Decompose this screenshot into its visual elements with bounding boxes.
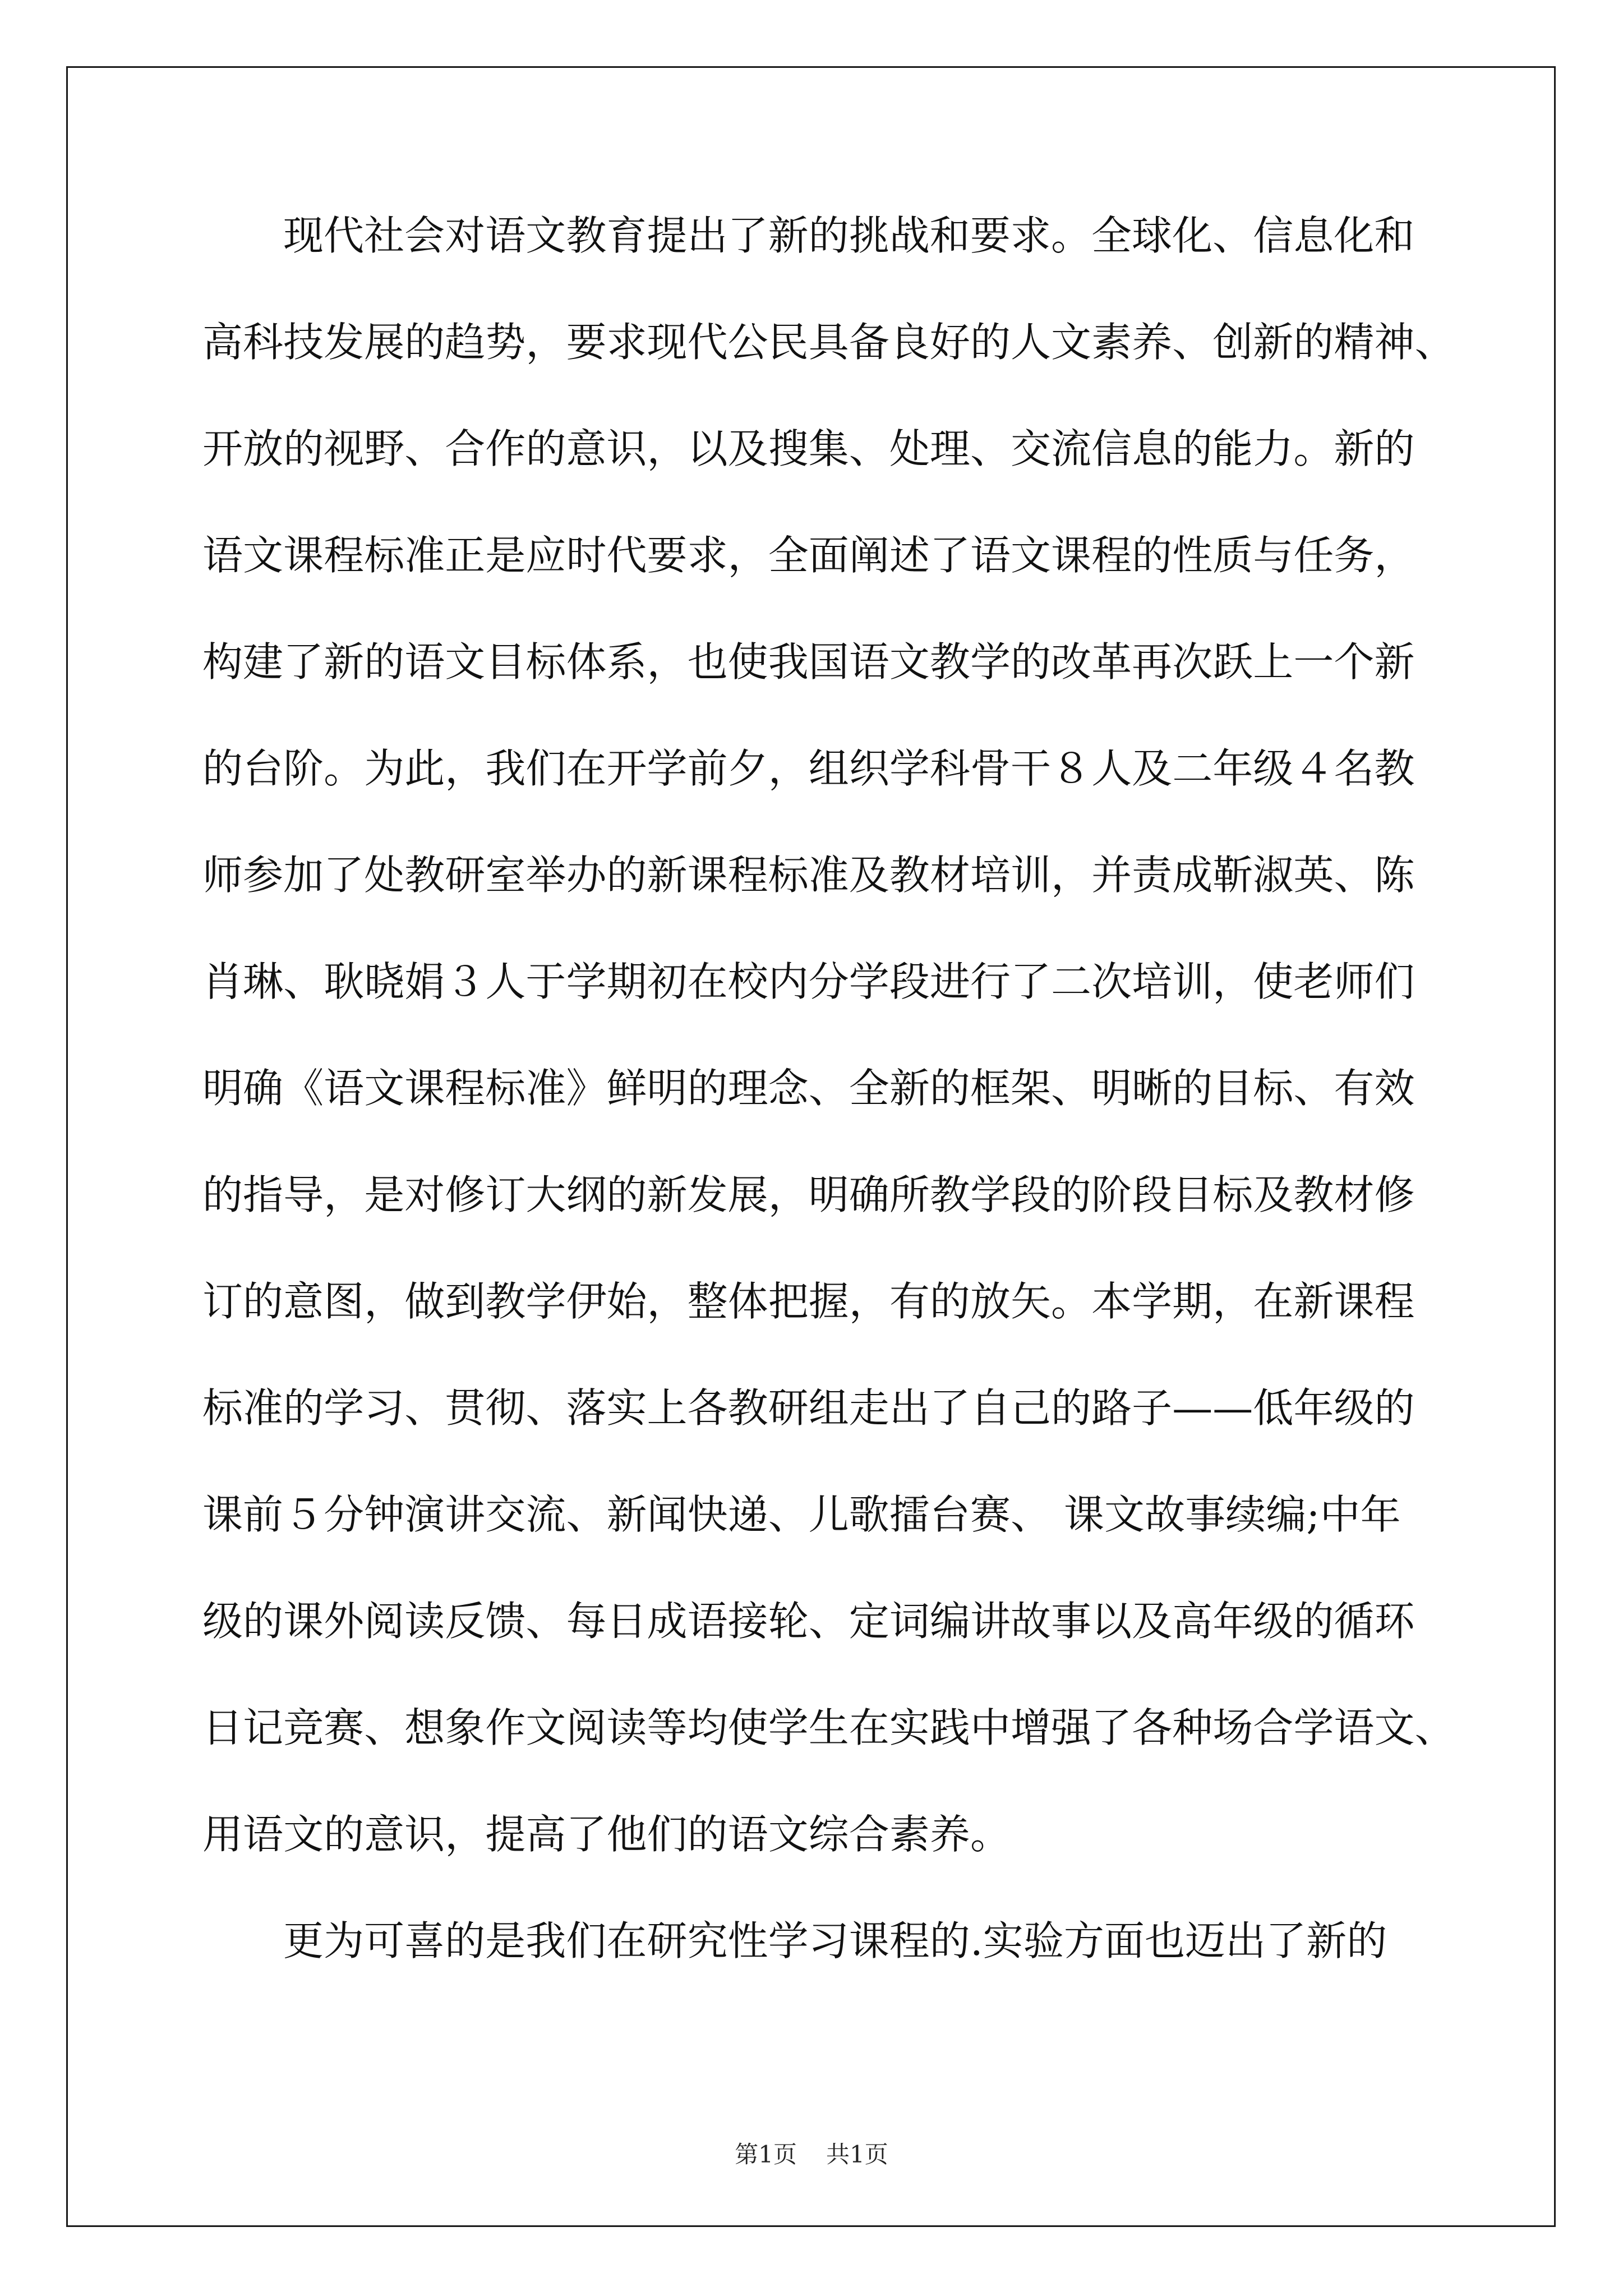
- paragraph-2-line-1: 更为可喜的是我们在研究性学习课程的.实验方面也迈出了新的: [283, 1917, 1387, 1964]
- page-footer: [0, 2136, 1623, 2170]
- page-border: [66, 66, 1556, 2227]
- paragraph-1-line-15: 日记竞赛、想象作文阅读等均使学生在实践中增强了各种场合学语文、: [202, 1704, 1455, 1751]
- paragraph-1-line-16: 用语文的意识，提高了他们的语文综合素养。: [202, 1811, 1011, 1858]
- paragraph-1-line-10: 的指导，是对修订大纲的新发展，明确所教学段的阶段目标及教材修: [202, 1171, 1415, 1218]
- paragraph-1-line-7: 师参加了处教研室举办的新课程标准及教材培训，并责成靳淑英、陈: [202, 852, 1415, 899]
- page-number: 第1页: [735, 2141, 797, 2168]
- paragraph-1-line-3: 开放的视野、合作的意识，以及搜集、处理、交流信息的能力。新的: [202, 425, 1415, 472]
- paragraph-1-line-8: 肖琳、耿晓娟３人于学期初在校内分学段进行了二次培训，使老师们: [202, 958, 1415, 1005]
- paragraph-1-line-9: 明确《语文课程标准》鲜明的理念、全新的框架、明晰的目标、有效: [202, 1065, 1415, 1112]
- paragraph-1-line-14: 级的课外阅读反馈、每日成语接轮、定词编讲故事以及高年级的循环: [202, 1598, 1415, 1645]
- paragraph-1-line-5: 构建了新的语文目标体系，也使我国语文教学的改革再次跃上一个新: [202, 638, 1415, 685]
- paragraph-1-line-13: 课前５分钟演讲交流、新闻快递、儿歌擂台赛、 课文故事续编;中年: [202, 1491, 1401, 1538]
- page-total: 共1页: [826, 2141, 888, 2168]
- paragraph-1-line-11: 订的意图，做到教学伊始，整体把握，有的放矢。本学期，在新课程: [202, 1278, 1415, 1325]
- paragraph-1-line-2: 高科技发展的趋势，要求现代公民具备良好的人文素养、创新的精神、: [202, 319, 1455, 366]
- paragraph-1-line-12: 标准的学习、贯彻、落实上各教研组走出了自己的路子——低年级的: [202, 1384, 1415, 1432]
- paragraph-1-line-4: 语文课程标准正是应时代要求，全面阐述了语文课程的性质与任务，: [202, 532, 1415, 579]
- paragraph-1-line-6: 的台阶。为此，我们在开学前夕，组织学科骨干８人及二年级４名教: [202, 745, 1415, 792]
- paragraph-1-line-1: 现代社会对语文教育提出了新的挑战和要求。全球化、信息化和: [283, 212, 1415, 259]
